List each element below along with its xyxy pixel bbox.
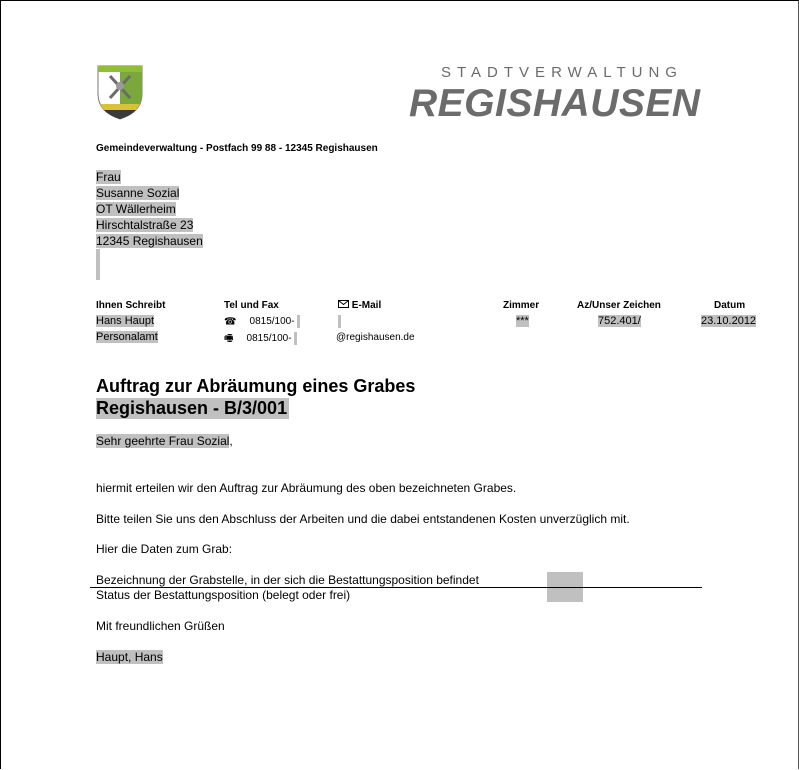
recipient-line[interactable]: Frau bbox=[96, 170, 121, 184]
header-room: Zimmer bbox=[503, 300, 540, 311]
closing: Mit freundlichen Grüßen bbox=[96, 619, 225, 633]
grave-label-location: Bezeichnung der Grabstelle, in der sich die Bestattungsposition befindet bbox=[96, 573, 479, 587]
fax-extension-field[interactable] bbox=[294, 332, 297, 345]
header-reference: Az/Unser Zeichen bbox=[577, 300, 661, 311]
recipient-line[interactable]: OT Wällerheim bbox=[96, 202, 176, 216]
town-heading: REGISHAUSEN bbox=[409, 82, 701, 125]
salutation-field[interactable]: Sehr geehrte Frau Sozial bbox=[96, 434, 230, 448]
phone-value: 0815/100- bbox=[249, 316, 295, 328]
email-name-field[interactable] bbox=[338, 315, 341, 328]
reference-field[interactable]: 752.401/ bbox=[598, 315, 641, 327]
recipient-line[interactable]: 12345 Regishausen bbox=[96, 234, 203, 248]
signature-field[interactable]: Haupt, Hans bbox=[96, 650, 163, 664]
paragraph-1: hiermit erteilen wir den Auftrag zur Abräumung des oben bezeichneten Grabes. bbox=[96, 481, 517, 495]
email-domain: @regishausen.de bbox=[336, 332, 415, 343]
salutation bbox=[96, 434, 233, 448]
letter-subject: Auftrag zur Abräumung eines Grabes bbox=[96, 376, 416, 396]
header-writer: Ihnen Schreibt bbox=[96, 300, 166, 311]
phone-extension-field[interactable] bbox=[297, 315, 300, 328]
room-field[interactable]: *** bbox=[516, 315, 529, 327]
header-email-label: E-Mail bbox=[351, 300, 382, 311]
header-phone-fax: Tel und Fax bbox=[224, 300, 279, 311]
telephone-icon: ☎ bbox=[224, 316, 237, 328]
town-crest-logo bbox=[96, 64, 144, 120]
grave-reference-field[interactable]: Regishausen - B/3/001 bbox=[96, 398, 288, 418]
empty-address-field[interactable] bbox=[96, 249, 100, 280]
phone-field bbox=[224, 315, 300, 328]
header-date: Datum bbox=[714, 300, 746, 311]
paragraph-3: Hier die Daten zum Grab: bbox=[96, 542, 233, 556]
recipient-line[interactable]: Hirschtalstraße 23 bbox=[96, 218, 194, 232]
recipient-address bbox=[96, 169, 203, 249]
salutation-comma: , bbox=[229, 434, 233, 448]
date-field[interactable]: 23.10.2012 bbox=[701, 315, 757, 327]
envelope-icon bbox=[338, 300, 349, 308]
fax-icon: 🖷 bbox=[224, 333, 234, 344]
department-field[interactable]: Personalamt bbox=[96, 331, 158, 343]
recipient-line[interactable]: Susanne Sozial bbox=[96, 186, 180, 200]
paragraph-2: Bitte teilen Sie uns den Abschluss der Arbeiten und die dabei entstandenen Kosten unverzüglich mit. bbox=[96, 512, 630, 526]
header-email bbox=[338, 300, 381, 311]
writer-name-field[interactable]: Hans Haupt bbox=[96, 315, 155, 327]
authority-heading: STADTVERWALTUNG bbox=[441, 64, 683, 81]
sender-line: Gemeindeverwaltung - Postfach 99 88 - 12345 Regishausen bbox=[96, 143, 378, 154]
grave-label-status: Status der Bestattungsposition (belegt oder frei) bbox=[96, 588, 351, 602]
fax-field bbox=[224, 331, 297, 348]
fax-value: 0815/100- bbox=[246, 333, 292, 344]
